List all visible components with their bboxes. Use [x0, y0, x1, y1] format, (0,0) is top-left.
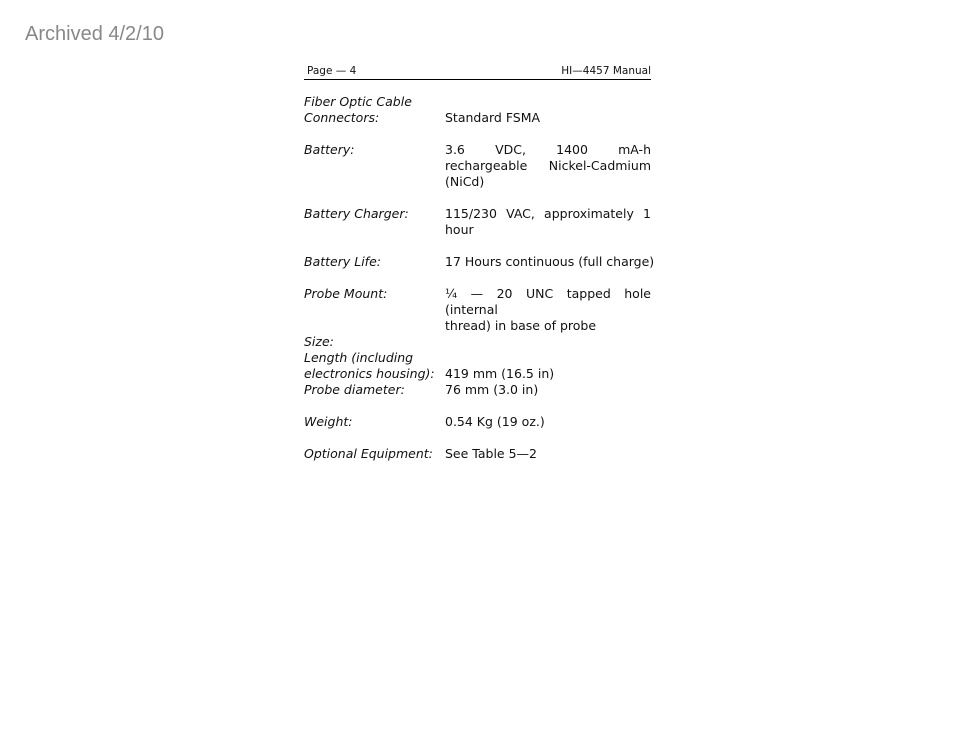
spec-row-length-label-line	[304, 350, 651, 366]
spec-label: electronics housing):	[304, 366, 435, 381]
spec-value: 3.6 VDC, 1400 mA-h rechargeable Nickel-Cadmium (NiCd)	[445, 142, 651, 189]
archive-stamp: Archived 4/2/10	[25, 23, 164, 45]
spec-row-battery	[304, 142, 651, 190]
spec-label: Battery Life:	[304, 254, 381, 269]
spec-value: Standard FSMA	[445, 110, 541, 125]
spec-label: Connectors:	[304, 110, 380, 125]
page-header	[304, 64, 651, 80]
spec-label: Battery:	[304, 142, 355, 157]
spec-value: ¼ — 20 UNC tapped hole (internal thread) in base of probe	[445, 286, 651, 333]
spec-label: Length (including	[304, 350, 414, 365]
spec-label: Optional Equipment:	[304, 446, 433, 461]
spec-label: Probe Mount:	[304, 286, 388, 301]
page-number: Page — 4	[307, 65, 357, 77]
spec-row-probe-mount	[304, 286, 651, 334]
spec-value: 419 mm (16.5 in)	[445, 366, 555, 381]
spec-row-optional-equipment	[304, 446, 651, 462]
spec-row-battery-life	[304, 254, 655, 270]
spec-value: See Table 5—2	[445, 446, 537, 461]
spec-row-size	[304, 334, 651, 350]
spec-row-probe-diameter	[304, 382, 651, 398]
specifications-list	[304, 94, 655, 462]
manual-title: HI—4457 Manual	[561, 65, 651, 77]
spec-label: Battery Charger:	[304, 206, 409, 221]
spec-row-fiber-label-line	[304, 94, 651, 110]
spec-row-fiber-connectors	[304, 110, 651, 126]
spec-value: 115/230 VAC, approximately 1 hour	[445, 206, 651, 237]
spec-row-battery-charger	[304, 206, 651, 238]
spec-value: 17 Hours continuous (full charge)	[445, 254, 655, 269]
spec-row-length	[304, 366, 651, 382]
manual-page	[304, 64, 655, 462]
spec-label: Weight:	[304, 414, 353, 429]
spec-row-weight	[304, 414, 651, 430]
spec-label: Size:	[304, 334, 334, 349]
spec-value: 0.54 Kg (19 oz.)	[445, 414, 545, 429]
spec-value: 76 mm (3.0 in)	[445, 382, 539, 397]
spec-label: Probe diameter:	[304, 382, 405, 397]
spec-label: Fiber Optic Cable	[304, 94, 412, 109]
